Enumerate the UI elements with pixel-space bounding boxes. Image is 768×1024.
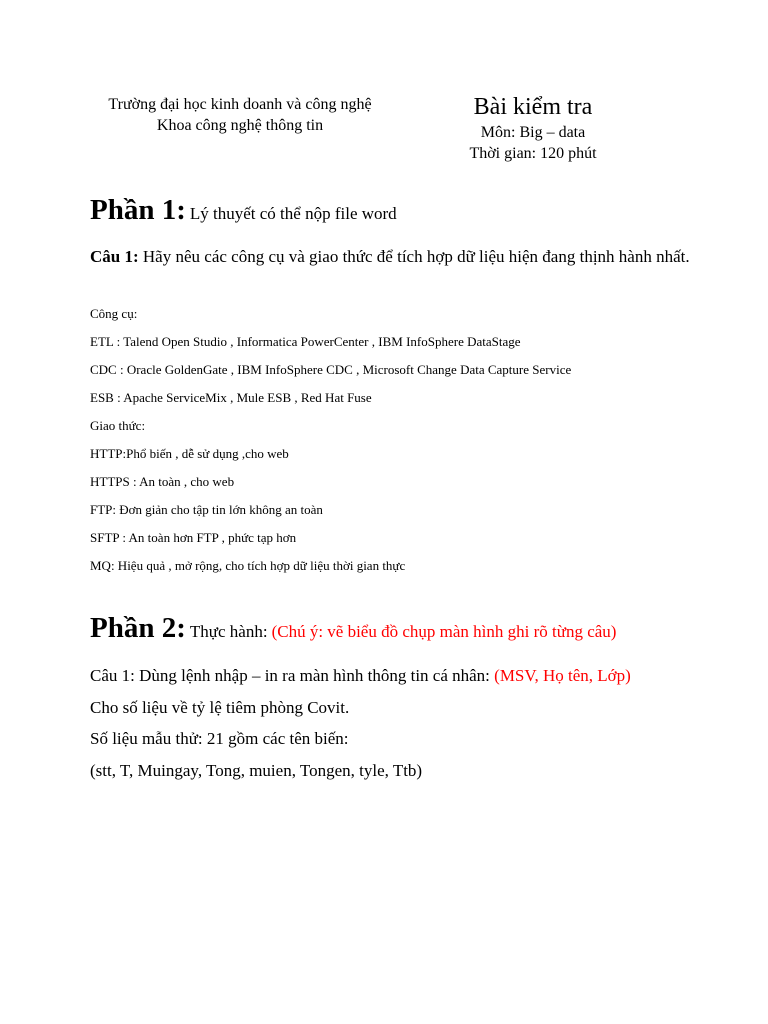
list-item: HTTPS : An toàn , cho web [90, 474, 235, 489]
list-item: FTP: Đơn giản cho tập tin lớn không an toàn [90, 502, 323, 517]
list-item: CDC : Oracle GoldenGate , IBM InfoSphere CDC , Microsoft Change Data Capture Service [90, 362, 572, 377]
list-item: ESB : Apache ServiceMix , Mule ESB , Red Hat Fuse [90, 390, 372, 405]
part2-heading [90, 612, 616, 645]
part2-line: (stt, T, Muingay, Tong, muien, Tongen, tyle, Ttb) [90, 760, 423, 780]
part2-line: Số liệu mẫu thử: 21 gồm các tên biến: [90, 729, 349, 748]
faculty-name: Khoa công nghệ thông tin [156, 117, 324, 134]
part2-question-1 [90, 662, 730, 694]
part2-note: (Chú ý: vẽ biểu đồ chụp màn hình ghi rõ từng câu) [271, 622, 617, 641]
exam-title: Bài kiểm tra [473, 94, 593, 120]
list-item: Công cụ: [90, 306, 138, 321]
list-item: ETL : Talend Open Studio , Informatica PowerCenter , IBM InfoSphere DataStage [90, 334, 521, 349]
part2-content [90, 662, 730, 788]
part1-question-label: Câu 1: [90, 247, 139, 266]
list-item: HTTP:Phổ biến , dễ sử dụng ,cho web [90, 446, 289, 461]
list-item: Giao thức: [90, 418, 146, 433]
list-item: SFTP : An toàn hơn FTP , phức tạp hơn [90, 530, 297, 545]
part1-question [90, 242, 690, 272]
list-item: MQ: Hiệu quả , mở rộng, cho tích hợp dữ liệu thời gian thực [90, 558, 406, 573]
part2-question-1-note: (MSV, Họ tên, Lớp) [494, 666, 631, 685]
part2-title: Phần 2: [90, 612, 186, 644]
part1-subtitle: Lý thuyết có thể nộp file word [189, 204, 397, 223]
part2-question-1-text: Câu 1: Dùng lệnh nhập – in ra màn hình thông tin cá nhân: [90, 666, 490, 685]
part1-answer-list [90, 302, 730, 582]
school-name: Trường đại học kinh doanh và công nghệ [108, 96, 372, 113]
part2-subtitle: Thực hành: [189, 622, 268, 641]
exam-subject: Môn: Big – data [480, 124, 586, 141]
institution-header [80, 94, 400, 136]
part1-title: Phần 1: [90, 194, 186, 226]
exam-duration: Thời gian: 120 phút [469, 145, 597, 162]
part1-heading [90, 194, 397, 227]
part2-line: Cho số liệu về tỷ lệ tiêm phòng Covit. [90, 697, 350, 717]
exam-header [440, 92, 626, 164]
part1-question-text: Hãy nêu các công cụ và giao thức để tích hợp dữ liệu hiện đang thịnh hành nhất. [142, 247, 690, 266]
